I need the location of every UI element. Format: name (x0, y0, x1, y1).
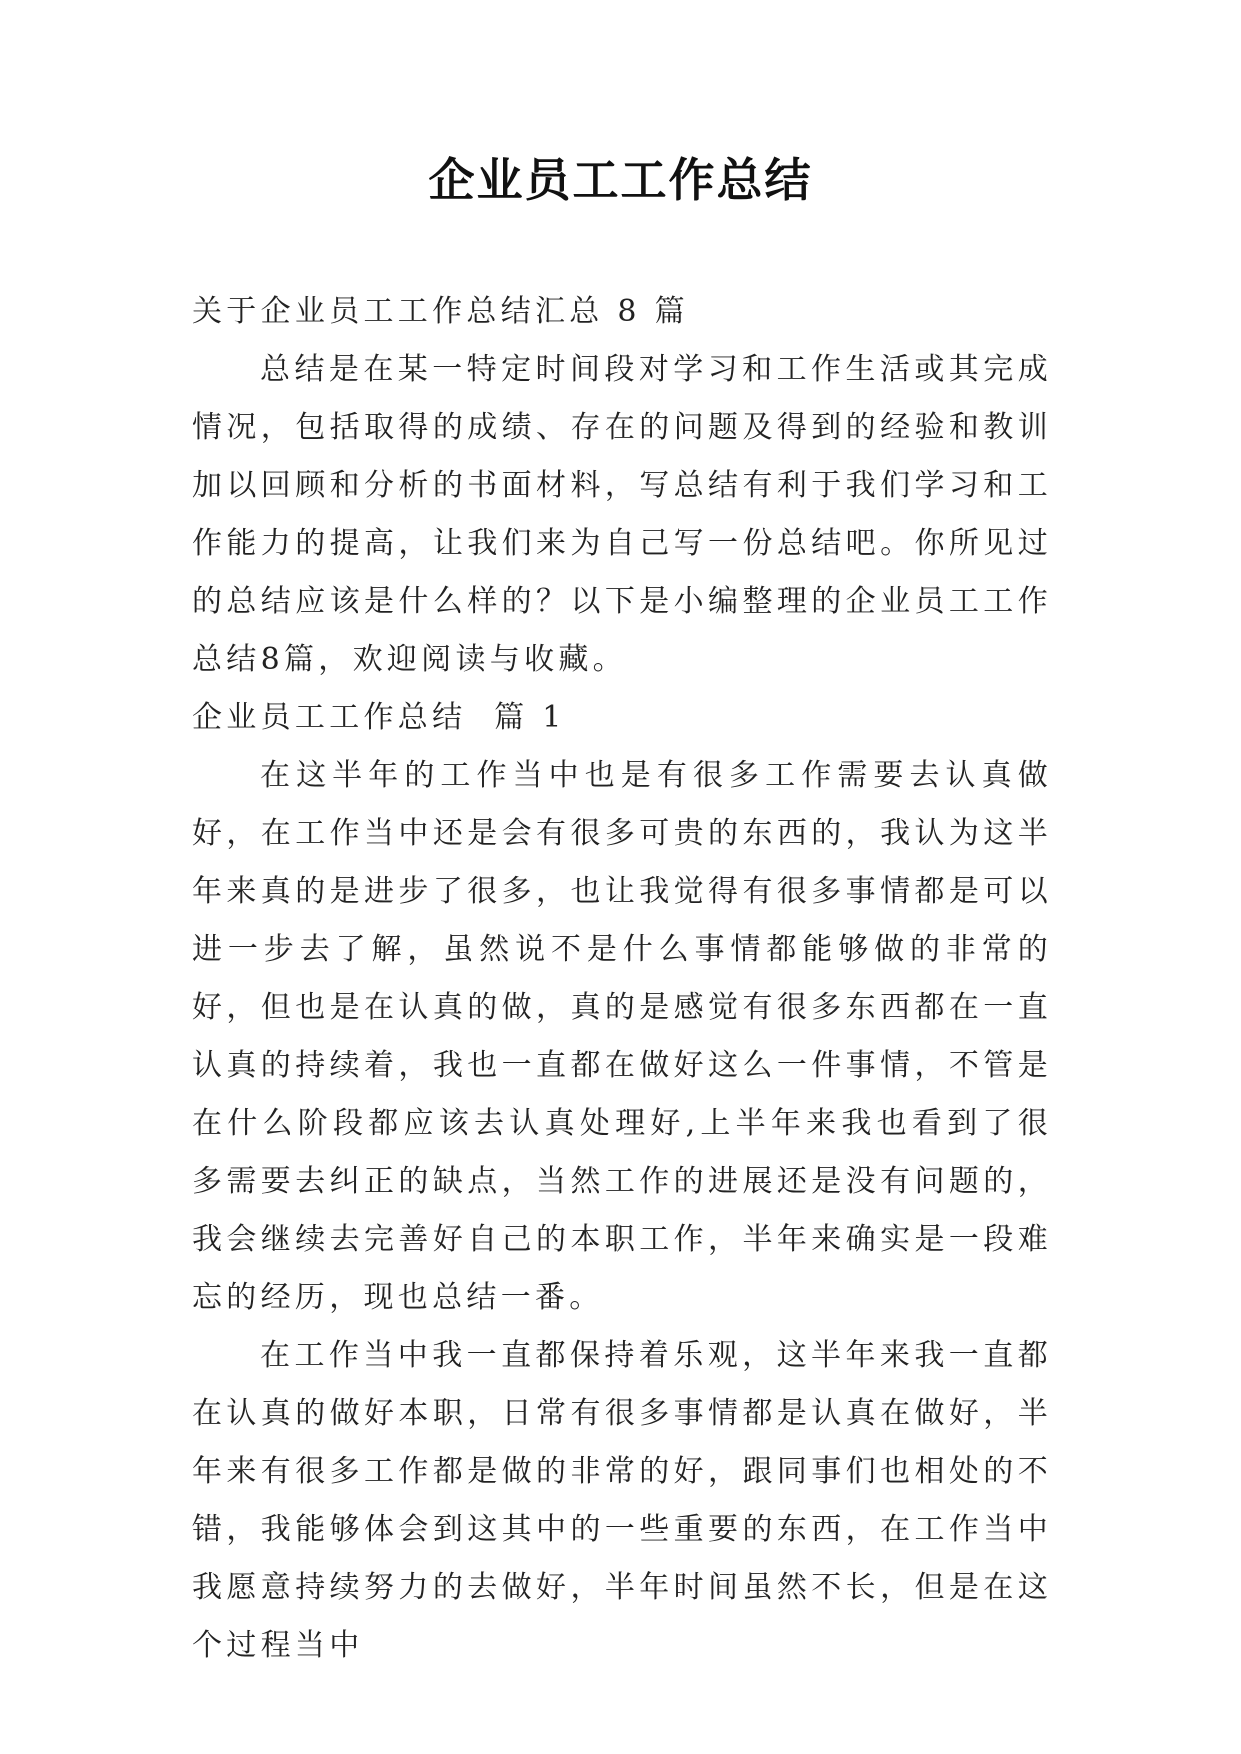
document-body (192, 283, 1052, 1675)
body-paragraph: 在这半年的工作当中也是有很多工作需要去认真做好，在工作当中还是会有很多可贵的东西的，我认为这半年来真的是进步了很多，也让我觉得有很多事情都是可以进一步去了解，虽然说不是什么事情都能够做的非常的好，但也是在认真的做，真的是感觉有很多东西都在一直认真的持续着，我也一直都在做好这么一件事情，不管是在什么阶段都应该去认真处理好,上半年来我也看到了很多需要去纠正的缺点，当然工作的进展还是没有问题的，我会继续去完善好自己的本职工作，半年来确实是一段难忘的经历，现也总结一番。 (192, 758, 1052, 1315)
document-subtitle: 关于企业员工工作总结汇总 8 篇 (192, 294, 689, 329)
section-heading: 企业员工工作总结 篇 1 (192, 700, 566, 735)
intro-paragraph: 总结是在某一特定时间段对学习和工作生活或其完成情况，包括取得的成绩、存在的问题及得到的经验和教训加以回顾和分析的书面材料，写总结有利于我们学习和工作能力的提高，让我们来为自己写一份总结吧。你所见过的总结应该是什么样的？以下是小编整理的企业员工工作总结8篇，欢迎阅读与收藏。 (192, 352, 1052, 677)
document-title: 企业员工工作总结 (428, 153, 813, 207)
body-paragraph: 在工作当中我一直都保持着乐观，这半年来我一直都在认真的做好本职，日常有很多事情都是认真在做好，半年来有很多工作都是做的非常的好，跟同事们也相处的不错，我能够体会到这其中的一些重要的东西，在工作当中我愿意持续努力的去做好，半年时间虽然不长，但是在这个过程当中 (192, 1338, 1052, 1663)
